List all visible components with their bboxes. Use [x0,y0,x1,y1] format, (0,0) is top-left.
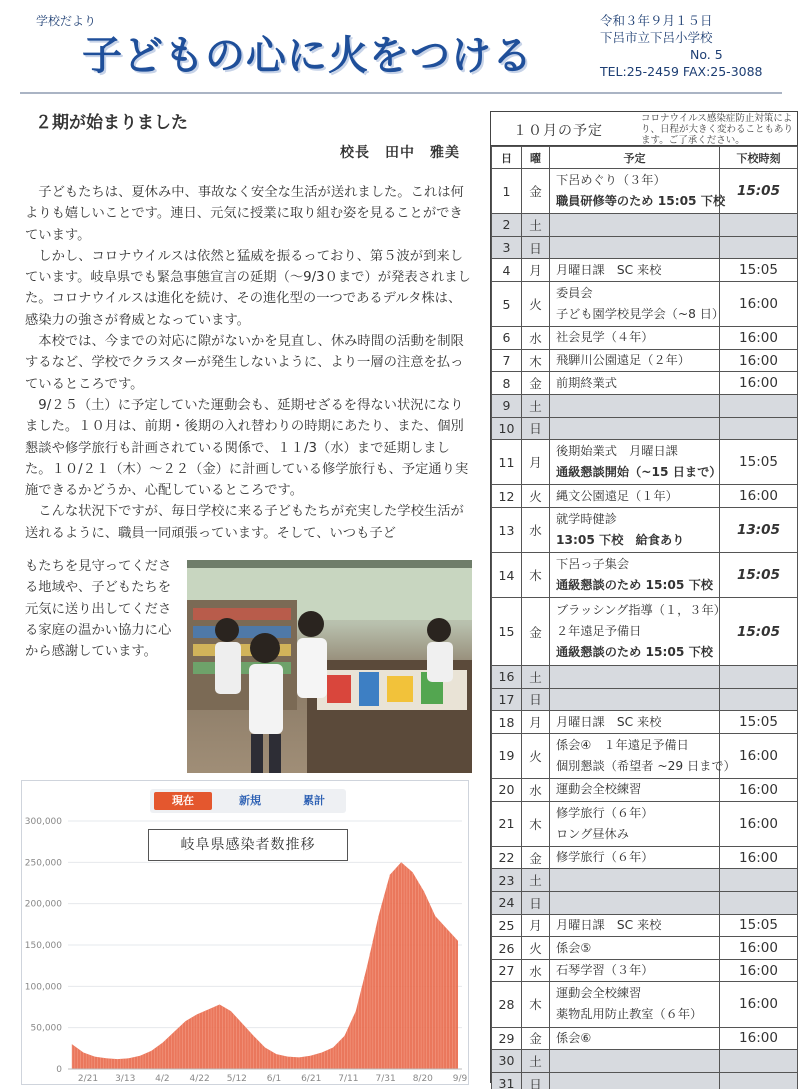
schedule-weekday: 金 [522,598,550,666]
x-tick-label: 3/13 [115,1074,136,1084]
schedule-weekday: 日 [522,688,550,711]
schedule-event-line: 月曜日課 SC 来校 [556,262,662,277]
article-paragraph: 本校では、今までの対応に隙がないかを見直し、休み時間の活動を制限するなど、学校でクラスターが発生しないように、より一層の注意を払っているところです。 [25,334,464,392]
schedule-note: コロナウイルス感染症防止対策により、日程が大きく変わることもあります。ご了承ください。 [641,113,794,146]
schedule-weekday: 水 [522,959,550,982]
schedule-dismissal-time [720,869,798,892]
schedule-event-line: 運動会全校練習 [556,782,642,797]
article-paragraph: 子どもたちは、夏休み中、事故なく安全な生活が送れました。これは何よりも嬉しいことです。連日、元気に授業に取り組む姿を見ることができています。 [25,185,464,243]
schedule-dismissal-time: 15:05 [720,440,798,485]
schedule-weekday: 月 [522,914,550,937]
schedule-event [550,779,720,802]
schedule-row [492,507,798,552]
schedule-event [550,959,720,982]
y-tick-label: 150,000 [24,941,62,951]
schedule-dismissal-time: 16:00 [720,327,798,350]
x-tick-label: 4/2 [155,1074,170,1084]
schedule-day: 6 [492,327,522,350]
schedule-day: 19 [492,733,522,778]
schedule-title: １０月の予定 [513,123,603,139]
schedule-event [550,327,720,350]
schedule-weekday: 水 [522,507,550,552]
schedule-weekday: 火 [522,733,550,778]
x-tick-label: 5/12 [226,1074,247,1084]
schedule-dismissal-time [720,214,798,237]
schedule-dismissal-time: 13:05 [720,507,798,552]
schedule-row [492,598,798,666]
schedule-row [492,801,798,846]
schedule-weekday: 月 [522,440,550,485]
y-tick-label: 250,000 [24,858,62,869]
schedule-event-line: 縄文公園遠足（１年） [556,488,678,503]
schedule-event-line: 月曜日課 SC 来校 [556,917,662,932]
newsletter-kicker: 学校だより [36,14,97,28]
x-tick-label: 4/22 [189,1074,210,1084]
schedule-weekday: 日 [522,1072,550,1089]
x-tick-label: 7/11 [338,1074,359,1084]
schedule-weekday: 木 [522,982,550,1027]
schedule-weekday: 木 [522,349,550,372]
schedule-dismissal-time [720,666,798,689]
x-tick-label: 2/21 [77,1074,99,1084]
schedule-day: 2 [492,214,522,237]
schedule-dismissal-time: 15:05 [720,553,798,598]
schedule-event-line: 社会見学（４年） [556,330,654,345]
schedule-day: 11 [492,440,522,485]
x-tick-label: 7/31 [375,1074,396,1084]
article-wrap-text [25,556,173,662]
schedule-dismissal-time: 16:00 [720,846,798,869]
schedule-weekday: 日 [522,892,550,915]
schedule-row [492,485,798,508]
schedule-event [550,440,720,485]
schedule-weekday: 火 [522,485,550,508]
chart-title: 岐阜県感染者数推移 [148,829,348,861]
schedule-row [492,417,798,440]
col-event: 予定 [550,147,720,169]
schedule-dismissal-time [720,892,798,915]
schedule-row [492,914,798,937]
schedule-table [491,146,798,1089]
schedule-day: 22 [492,846,522,869]
schedule-event [550,733,736,778]
schedule-day: 31 [492,1072,522,1089]
schedule-row [492,1072,798,1089]
schedule-event [550,281,725,326]
schedule-event [550,372,720,395]
october-schedule [490,111,798,1089]
article-paragraph: しかし、コロナウイルスは依然と猛威を振るっており、第５波が到来しています。岐阜県でも緊急事態宣言の延期（～9/3０まで）が発表されました。コロナウイルスは進化を続け、その進化型の一つであるデルタ株は、感染力の強さが脅威となっています。 [25,248,471,328]
schedule-event [550,417,720,440]
schedule-row [492,779,798,802]
schedule-event [550,1027,720,1050]
schedule-event [550,846,720,869]
schedule-event-line: 月曜日課 SC 来校 [556,714,662,729]
schedule-weekday: 日 [522,417,550,440]
schedule-day: 23 [492,869,522,892]
schedule-event-line: 係会④ １年遠足予備日 [556,737,689,752]
schedule-weekday: 金 [522,1027,550,1050]
y-tick-label: 300,000 [24,817,62,827]
schedule-day: 9 [492,394,522,417]
schedule-weekday: 土 [522,869,550,892]
article-paragraph-continued: もたちを見守ってくださる地域や、子どもたちを元気に送り出してくださる家庭の温かい協力に心から感謝しています。 [25,559,172,660]
schedule-weekday: 金 [522,169,550,214]
schedule-event [550,914,720,937]
infection-chart-plot [22,781,470,1086]
infection-chart [21,780,469,1085]
schedule-day: 30 [492,1050,522,1073]
schedule-dismissal-time: 16:00 [720,485,798,508]
schedule-dismissal-time: 16:00 [720,801,798,846]
schedule-event-line: ロング昼休み [556,826,629,841]
article-paragraph: 9/２５（土）に予定していた運動会も、延期せざるを得ない状況になりました。１０月は、前期・後期の入れ替わりの時期にあたり、また、個別懇談や修学旅行も計画されている関係で、１１/3（水）まで延期しました。１０/２１（木）～２２（金）に計画している修学旅行も、予定通り実施できるかどうか、心配しているところです。 [25,397,469,499]
tab-total[interactable]: 累計 [303,794,325,807]
schedule-event-highlight: 13:05 下校 給食あり [556,533,685,547]
schedule-day: 20 [492,779,522,802]
y-tick-label: 100,000 [24,982,62,993]
schedule-day: 17 [492,688,522,711]
schedule-header [491,112,797,146]
schedule-day: 24 [492,892,522,915]
schedule-event [550,169,726,214]
x-tick-label: 9/9 [452,1074,468,1084]
schedule-event-line: 下呂っ子集会 [556,557,630,572]
schedule-day: 15 [492,598,522,666]
schedule-event-line: 修学旅行（６年） [556,805,654,820]
issue-info [600,12,790,80]
schedule-row [492,959,798,982]
schedule-event-line: 石琴学習（３年） [556,963,654,978]
x-tick-label: 6/21 [301,1074,322,1084]
schedule-dismissal-time: 15:05 [720,169,798,214]
col-day: 日 [492,147,522,169]
schedule-row [492,169,798,214]
chart-tab-bar [150,789,346,813]
schedule-row [492,281,798,326]
schedule-weekday: 日 [522,236,550,259]
schedule-row [492,688,798,711]
schedule-day: 18 [492,711,522,734]
schedule-day: 27 [492,959,522,982]
schedule-event [550,236,720,259]
issue-number: No. 5 [690,47,723,62]
schedule-event-line: 薬物乱用防止教室（６年） [556,1007,703,1022]
schedule-weekday: 金 [522,372,550,395]
col-dismissal: 下校時刻 [720,147,798,169]
schedule-row [492,937,798,960]
schedule-day: 4 [492,259,522,282]
tab-new[interactable]: 新規 [239,794,261,807]
schedule-day: 16 [492,666,522,689]
schedule-day: 29 [492,1027,522,1050]
schedule-day: 13 [492,507,522,552]
schedule-weekday: 水 [522,779,550,802]
schedule-row [492,440,798,485]
schedule-event-highlight: 通級懇談のため 15:05 下校 [556,578,713,593]
schedule-event [550,666,720,689]
schedule-row [492,846,798,869]
schedule-dismissal-time: 15:05 [720,711,798,734]
schedule-event [550,1072,720,1089]
schedule-row [492,711,798,734]
schedule-event [550,349,720,372]
schedule-event-highlight: 職員研修等のため 15:05 下校 [556,194,726,209]
schedule-dismissal-time: 16:00 [720,372,798,395]
schedule-dismissal-time [720,1050,798,1073]
schedule-day: 21 [492,801,522,846]
schedule-event [550,598,726,666]
schedule-event [550,801,720,846]
col-weekday: 曜 [522,147,550,169]
schedule-dismissal-time: 15:05 [720,598,798,666]
schedule-column-headers [492,147,798,169]
header-divider [20,92,782,94]
schedule-dismissal-time [720,236,798,259]
schedule-row [492,666,798,689]
schedule-dismissal-time: 16:00 [720,1027,798,1050]
schedule-event-line: 下呂めぐり（３年） [556,173,666,188]
schedule-weekday: 土 [522,394,550,417]
schedule-dismissal-time: 16:00 [720,959,798,982]
schedule-event-line: 委員会 [556,286,593,301]
schedule-event [550,394,720,417]
schedule-event-line: 子ども園学校見学会（~8 日） [556,307,725,322]
schedule-dismissal-time: 16:00 [720,281,798,326]
schedule-event [550,507,720,552]
schedule-weekday: 火 [522,281,550,326]
schedule-row [492,394,798,417]
schedule-row [492,733,798,778]
schedule-dismissal-time: 15:05 [720,914,798,937]
schedule-event [550,892,720,915]
article-title: ２期が始まりました [35,113,188,133]
schedule-event [550,711,720,734]
schedule-event [550,688,720,711]
masthead-header [0,0,800,92]
schedule-day: 3 [492,236,522,259]
schedule-dismissal-time: 16:00 [720,349,798,372]
schedule-weekday: 土 [522,1050,550,1073]
schedule-row [492,349,798,372]
article-byline: 校長 田中 雅美 [340,145,460,161]
x-tick-label: 8/20 [412,1074,433,1084]
schedule-event-line: 係会⑤ [556,940,592,955]
x-tick-label: 6/1 [266,1074,282,1084]
schedule-day: 12 [492,485,522,508]
schedule-day: 5 [492,281,522,326]
schedule-event-line: 修学旅行（６年） [556,850,654,865]
schedule-row [492,259,798,282]
schedule-event [550,485,720,508]
schedule-day: 25 [492,914,522,937]
schedule-row [492,869,798,892]
schedule-weekday: 木 [522,801,550,846]
schedule-row [492,892,798,915]
schedule-dismissal-time [720,688,798,711]
schedule-event-line: 係会⑥ [556,1030,592,1045]
schedule-dismissal-time: 16:00 [720,733,798,778]
schedule-event-line: ブラッシング指導（１，３年） [556,603,726,618]
schedule-row [492,982,798,1027]
tab-current[interactable]: 現在 [154,792,212,810]
schedule-weekday: 土 [522,214,550,237]
schedule-row [492,1050,798,1073]
schedule-row [492,553,798,598]
newsletter-title: 子どもの心に火をつける [82,33,533,79]
y-tick-label: 50,000 [30,1023,62,1034]
schedule-day: 28 [492,982,522,1027]
school-name: 下呂市立下呂小学校 [600,30,713,45]
schedule-weekday: 月 [522,711,550,734]
schedule-weekday: 火 [522,937,550,960]
infection-area-series [72,862,458,1069]
schedule-dismissal-time [720,1072,798,1089]
schedule-row [492,327,798,350]
schedule-day: 10 [492,417,522,440]
schedule-event [550,869,720,892]
schedule-dismissal-time [720,417,798,440]
schedule-event-line: ２年遠足予備日 [556,624,642,639]
schedule-weekday: 土 [522,666,550,689]
schedule-dismissal-time: 16:00 [720,937,798,960]
issue-date: 令和３年９月１５日 [600,13,713,28]
schedule-day: 26 [492,937,522,960]
schedule-event [550,937,720,960]
schedule-event [550,982,720,1027]
schedule-event-highlight: 通級懇談のため 15:05 下校 [556,645,713,660]
photo-illustration [187,560,472,773]
schedule-dismissal-time: 16:00 [720,982,798,1027]
y-tick-label: 200,000 [24,899,62,910]
schedule-event-highlight: 通級懇談開始（~15 日まで） [556,465,722,480]
schedule-dismissal-time: 16:00 [720,779,798,802]
schedule-event-line: 前期終業式 [556,375,617,390]
schedule-event-line: 後期始業式 月曜日課 [556,444,678,459]
schedule-event-line: 飛騨川公園遠足（２年） [556,353,691,368]
schedule-day: 7 [492,349,522,372]
schedule-day: 8 [492,372,522,395]
article-body [25,182,473,544]
schedule-row [492,1027,798,1050]
article-paragraph: こんな状況下ですが、毎日学校に来る子どもたちが充実した学校生活が送れるように、職員一同頑張っています。そして、いつも子ど [25,504,464,541]
schedule-row [492,236,798,259]
schedule-weekday: 月 [522,259,550,282]
schedule-event [550,553,720,598]
contact-phone: TEL:25-2459 FAX:25-3088 [600,64,763,79]
schedule-weekday: 水 [522,327,550,350]
schedule-event [550,214,720,237]
schedule-day: 1 [492,169,522,214]
schedule-dismissal-time [720,394,798,417]
schedule-day: 14 [492,553,522,598]
schedule-event-line: 個別懇談（希望者 ~29 日まで） [556,758,736,773]
schedule-event [550,259,720,282]
schedule-row [492,372,798,395]
schedule-dismissal-time: 15:05 [720,259,798,282]
classroom-photo [187,560,472,773]
schedule-event-line: 就学時健診 [556,512,617,526]
schedule-weekday: 木 [522,553,550,598]
y-tick-label: 0 [56,1065,62,1075]
schedule-row [492,214,798,237]
schedule-event [550,1050,720,1073]
schedule-weekday: 金 [522,846,550,869]
schedule-event-line: 運動会全校練習 [556,986,642,1001]
